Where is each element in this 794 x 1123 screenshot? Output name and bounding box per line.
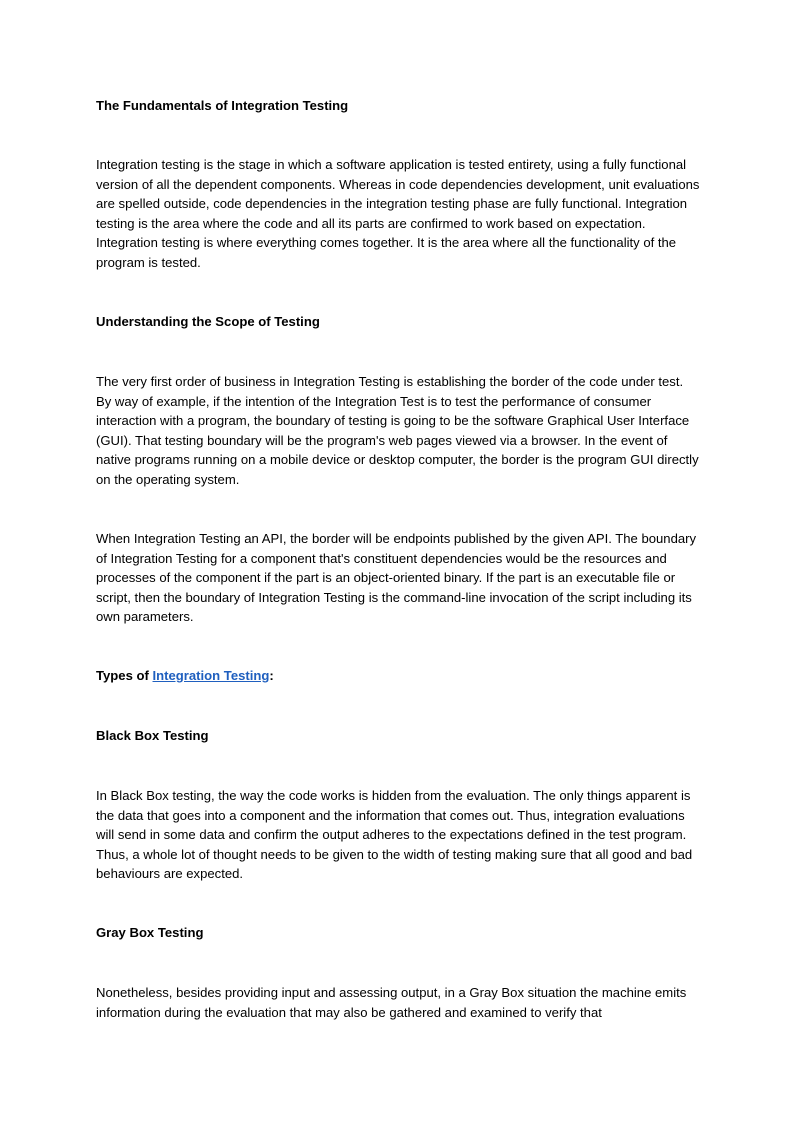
paragraph-scope-2: When Integration Testing an API, the border will be endpoints published by the given API. The boundary of Integration Testing for a component that's constituent dependencies would be the resources and processes of the component if the part is an object-oriented binary. If the part is an executable file or script, then the boundary of Integration Testing is the command-line invocation of the script including its own parameters. — [96, 531, 697, 625]
paragraph-gray-box: Nonetheless, besides providing input and assessing output, in a Gray Box situation the machine emits information during the evaluation that may also be gathered and examined to verify that — [96, 985, 687, 1020]
heading-types-suffix: : — [269, 668, 274, 683]
paragraph-black-box: In Black Box testing, the way the code works is hidden from the evaluation. The only things apparent is the data that goes into a component and the information that comes out. Thus, integration evaluations will send in some data and confirm the output adheres to the expectations defined in the test program. Thus, a whole lot of thought needs to be given to the width of testing making sure that all good and bad behaviours are expected. — [96, 788, 693, 882]
paragraph-scope-1: The very first order of business in Integration Testing is establishing the border of the code under test. By way of example, if the intention of the Integration Test is to test the performance of consumer interaction with a program, the boundary of testing is going to be the software Graphical User Interface (GUI). That testing boundary will be the program's web pages viewed via a browser. In the event of native programs running on a mobile device or desktop computer, the border is the program GUI directly on the operating system. — [96, 374, 699, 487]
heading-fundamentals: The Fundamentals of Integration Testing — [96, 98, 349, 113]
heading-black-box: Black Box Testing — [96, 728, 209, 743]
heading-gray-box: Gray Box Testing — [96, 925, 204, 940]
heading-types — [96, 666, 701, 686]
integration-testing-link[interactable]: Integration Testing — [152, 668, 270, 683]
paragraph-fundamentals: Integration testing is the stage in which a software application is tested entirety, using a fully functional version of all the dependent components. Whereas in code dependencies development, unit evaluations are spelled outside, code dependencies in the integration testing phase are fully functional. Integration testing is the area where the code and all its parts are confirmed to work based on expectation. Integration testing is where everything comes together. It is the area where all the functionality of the program is tested. — [96, 157, 700, 270]
heading-types-prefix: Types of — [96, 668, 153, 683]
heading-scope: Understanding the Scope of Testing — [96, 314, 320, 329]
